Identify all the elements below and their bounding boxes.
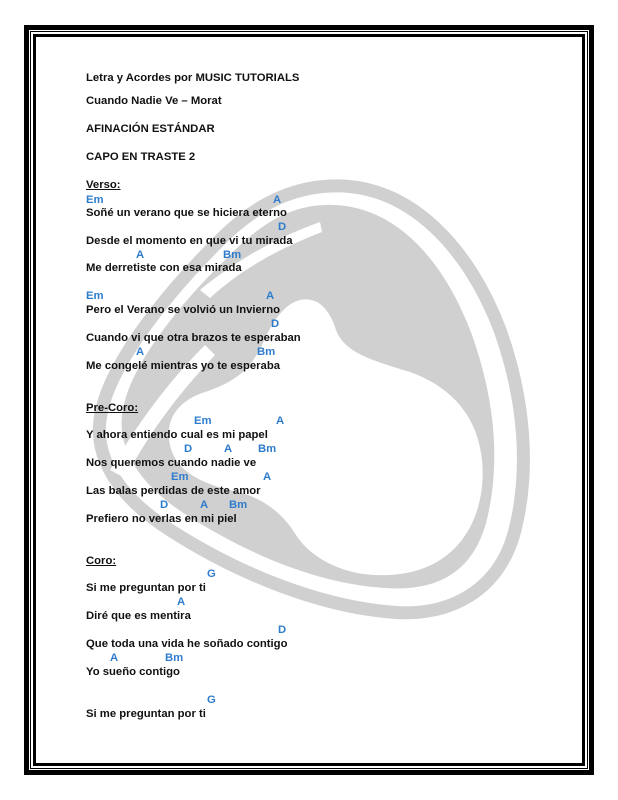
chord: A: [110, 652, 119, 664]
chord: A: [276, 415, 285, 427]
lyric-line: Cuando vi que otra brazos te esperaban: [86, 332, 301, 344]
chord: D: [278, 221, 287, 233]
tuning-label: AFINACIÓN ESTÁNDAR: [86, 123, 215, 135]
lyric-line: Y ahora entiendo cual es mi papel: [86, 429, 268, 441]
lyric-line: Diré que es mentira: [86, 610, 191, 622]
chord: A: [136, 249, 145, 261]
chord: A: [136, 346, 145, 358]
lyric-line: Que toda una vida he soñado contigo: [86, 638, 288, 650]
lyric-line: Si me preguntan por ti: [86, 708, 206, 720]
section-heading-coro: Coro:: [86, 555, 117, 567]
chord: D: [271, 318, 280, 330]
chord: D: [160, 499, 169, 511]
lyric-line: Desde el momento en que vi tu mirada: [86, 235, 293, 247]
chord: A: [263, 471, 272, 483]
chord: Em: [194, 415, 212, 427]
section-heading-verso: Verso:: [86, 179, 121, 191]
song-title: Cuando Nadie Ve – Morat: [86, 95, 222, 107]
chord: Em: [86, 290, 104, 302]
chord: Bm: [258, 443, 277, 455]
chord: A: [266, 290, 275, 302]
lyric-line: Me congelé mientras yo te esperaba: [86, 360, 281, 372]
lyric-line: Me derretiste con esa mirada: [86, 262, 242, 274]
chord: G: [207, 694, 216, 706]
chord: Bm: [257, 346, 276, 358]
section-heading-pre-coro: Pre-Coro:: [86, 402, 139, 414]
chord: Bm: [229, 499, 248, 511]
chord: D: [278, 624, 287, 636]
lyric-line: Prefiero no verlas en mi piel: [86, 513, 237, 525]
lyric-line: Nos queremos cuando nadie ve: [86, 457, 257, 469]
chord: Em: [86, 194, 104, 206]
chord: A: [177, 596, 186, 608]
lyric-line: Si me preguntan por ti: [86, 582, 206, 594]
capo-label: CAPO EN TRASTE 2: [86, 151, 196, 163]
chord: Em: [171, 471, 189, 483]
chord: A: [273, 194, 282, 206]
lyric-line: Soñé un verano que se hiciera eterno: [86, 207, 287, 219]
chord: A: [200, 499, 209, 511]
lyric-line: Yo sueño contigo: [86, 666, 180, 678]
chord: A: [224, 443, 233, 455]
chord: D: [184, 443, 193, 455]
lyric-line: Las balas perdidas de este amor: [86, 485, 261, 497]
chord: Bm: [165, 652, 184, 664]
credit-line: Letra y Acordes por MUSIC TUTORIALS: [86, 72, 300, 84]
lyric-line: Pero el Verano se volvió un Invierno: [86, 304, 280, 316]
chord: G: [207, 568, 216, 580]
chord: Bm: [223, 249, 242, 261]
